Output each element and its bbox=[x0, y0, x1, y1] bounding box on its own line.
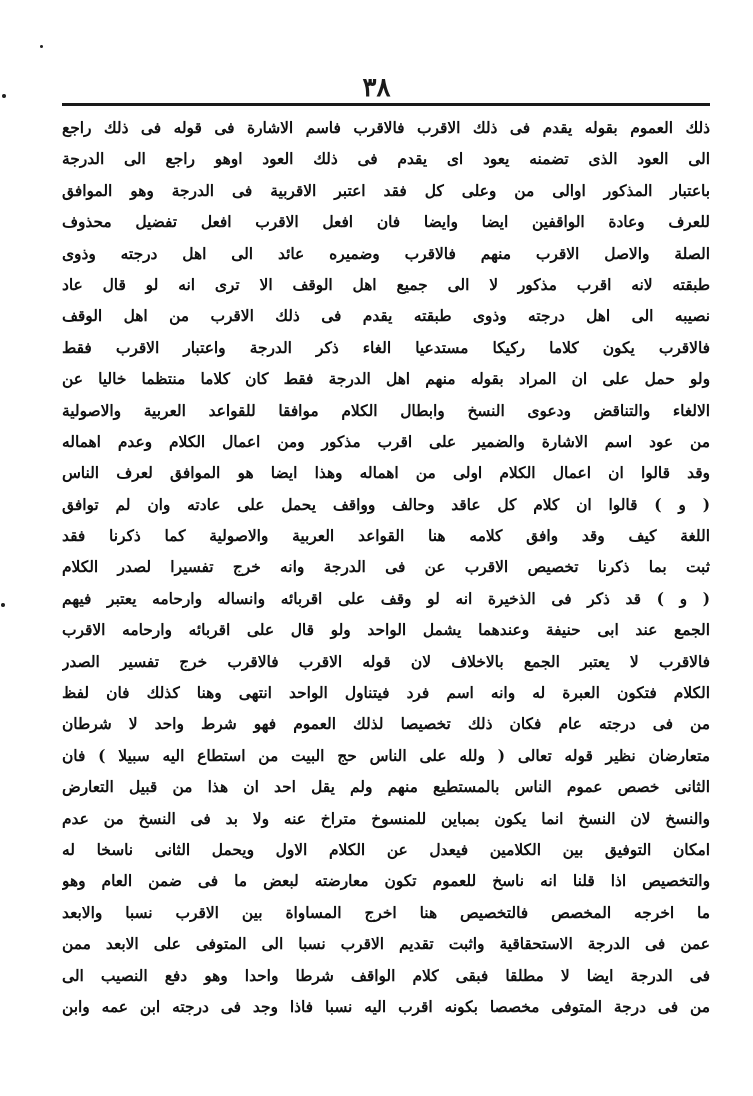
margin-speck bbox=[40, 45, 43, 48]
text-line: والتخصيص اذا قلنا انه ناسخ للعموم تكون معارضته لبعض ما فى ضمن العام وهو bbox=[62, 872, 710, 891]
text-line: والنسخ لان النسخ انما يكون بمباين للمنسوخ متراخ عنه ولا بد فى النسخ من عدم bbox=[62, 809, 710, 828]
text-line: الثانى خصص عموم الناس بالمستطيع منهم ولم يقل احد ان هذا من قبيل التعارض bbox=[62, 778, 710, 797]
text-line: وقد قالوا ان اعمال الكلام اولى من اهماله وهذا ايضا هو الموافق لعرف الناس bbox=[62, 464, 710, 483]
text-line: الى العود الذى تضمنه يعود اى يقدم فى ذلك العود اوهو راجع الى الدرجة bbox=[62, 150, 710, 169]
text-line: ( و ) قد ذكر فى الذخيرة انه لو وقف على اقربائه وانساله وارحامه يعتبر فيهم bbox=[62, 589, 710, 608]
text-line: فى الدرجة ايضا لا مطلقا فبقى كلام الواقف شرطا واحدا وهو دفع النصيب الى bbox=[62, 966, 710, 985]
text-line: فالاقرب يكون كلاما ركيكا مستدعيا الغاء ذكر الدرجة واعتبار الاقرب فقط bbox=[62, 338, 710, 357]
text-line: الكلام فتكون العبرة له وانه اسم فرد فيتناول الواحد انتهى وهنا كذلك فان لفظ bbox=[62, 684, 710, 703]
text-line: ذلك العموم بقوله يقدم فى ذلك الاقرب فالاقرب فاسم الاشارة فى قوله فى ذلك راجع bbox=[62, 119, 710, 137]
margin-speck bbox=[1, 603, 5, 607]
text-line: ولو حمل على ان المراد بقوله منهم اهل الدرجة فقط كان كلاما منتظما خاليا عن bbox=[62, 370, 710, 389]
text-line: نصيبه الى اهل درجته وذوى طبقته يقدم فى ذلك الاقرب من اهل الوقف bbox=[62, 307, 710, 326]
text-line: من فى درجة المتوفى مخصصا بكونه اقرب اليه نسبا فاذا وجد فى درجته ابن عمه وابن bbox=[62, 997, 710, 1016]
text-line: طبقته لانه اقرب مذكور لا الى جميع اهل الوقف الا ترى انه لو قال عاد bbox=[62, 275, 710, 294]
text-line: من فى درجته عام فكان ذلك تخصيصا لذلك العموم فهو شرط واحد لا شرطان bbox=[62, 715, 710, 734]
text-line: متعارضان نظير قوله تعالى ( ولله على الناس حج البيت من استطاع اليه سبيلا ) فان bbox=[62, 746, 710, 765]
text-line: امكان التوفيق بين الكلامين فيعدل عن الكلام الاول ويحمل الثانى ناسخا له bbox=[62, 840, 710, 859]
page-number: ٣٨ bbox=[362, 73, 391, 103]
text-line: فالاقرب لا يعتبر الجمع بالاخلاف لان قوله الاقرب فالاقرب خرج تفسير الصدر bbox=[62, 652, 710, 671]
text-line: للعرف وعادة الواقفين ايضا وايضا فان افعل الاقرب افعل تفضيل محذوف bbox=[62, 213, 710, 232]
text-line: اللغة كيف وقد وافق كلامه هنا القواعد العربية والاصولية كما ذكرنا فقد bbox=[62, 527, 710, 546]
text-line: باعتبار المذكور اوالى من وعلى كل فقد اعتبر الاقربية فى الدرجة وهو الموافق bbox=[62, 181, 710, 200]
text-line: الصلة والاصل الاقرب منهم فالاقرب وضميره عائد الى اهل درجته وذوى bbox=[62, 244, 710, 263]
text-line: الالغاء والتناقض ودعوى النسخ وابطال الكلام موافقا للقواعد العربية والاصولية bbox=[62, 401, 710, 420]
header-rule bbox=[62, 103, 710, 106]
body-text bbox=[62, 113, 710, 1023]
text-line: ثبت بما ذكرنا تخصيص الاقرب عن فى الدرجة وانه خرج تفسيرا لصدر الكلام bbox=[62, 558, 710, 577]
text-line: ( و ) قالوا ان كلام كل عاقد وحالف وواقف يحمل على عادته وان لم توافق bbox=[62, 495, 710, 514]
text-line: عمن فى الدرجة الاستحقاقية واثبت تقديم الاقرب نسبا الى المتوفى على الابعد ممن bbox=[62, 935, 710, 954]
text-line: من عود اسم الاشارة والضمير على اقرب مذكور ومن اعمال الكلام وعدم اهماله bbox=[62, 432, 710, 451]
text-line: ما اخرجه المخصص فالتخصيص هنا اخرج المساواة بين الاقرب نسبا والابعد bbox=[62, 903, 710, 922]
text-line: الجمع عند ابى حنيفة وعندهما يشمل الواحد ولو قال على اقربائه وارحامه الاقرب bbox=[62, 621, 710, 640]
